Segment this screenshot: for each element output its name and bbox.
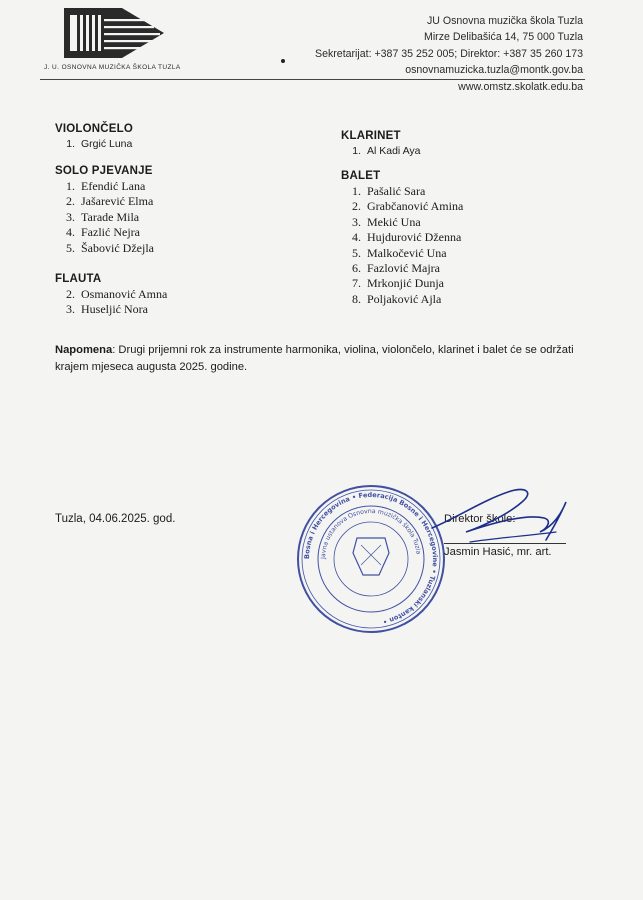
stamp-outer-text: Bosna i Hercegovina • Federacija Bosne i Hercegovine • Tuzlanski kanton •: [302, 490, 440, 626]
student-name: Grgić Luna: [81, 138, 133, 150]
item-number: 1.: [66, 138, 75, 150]
svg-text:Javna ustanova Osnovna muzička: [320, 508, 422, 560]
school-name: JU Osnovna muzička škola Tuzla: [426, 15, 583, 27]
document-date: Tuzla, 04.06.2025. god.: [55, 513, 176, 525]
list-item: [55, 302, 167, 317]
student-name: Hujdurović Dženna: [367, 230, 462, 245]
item-number: 1.: [352, 145, 361, 157]
student-list: [55, 179, 154, 256]
list-item: [341, 292, 463, 307]
section-balet: [341, 170, 463, 307]
student-name: Mekić Una: [367, 214, 421, 229]
item-number: 1.: [352, 184, 361, 198]
item-number: 8.: [352, 291, 361, 306]
school-email: osnovnamuzicka.tuzla@montk.gov.ba: [405, 64, 583, 77]
student-list: [341, 184, 463, 307]
student-name: Osmanović Amna: [81, 287, 168, 301]
item-number: 2.: [352, 199, 361, 214]
student-list: [55, 287, 167, 318]
list-item: [341, 246, 463, 261]
student-name: Šabović Džejla: [81, 240, 154, 255]
logo-caption: J. U. OSNOVNA MUZIČKA ŠKOLA TUZLA: [44, 64, 181, 71]
list-item: [55, 194, 154, 209]
student-name: Al Kadi Aya: [367, 145, 421, 157]
school-address: Mirze Delibašića 14, 75 000 Tuzla: [424, 31, 583, 44]
section-title: SOLO PJEVANJE: [55, 165, 153, 177]
list-item: [55, 287, 167, 302]
director-signature: [426, 482, 576, 554]
student-name: Poljaković Ajla: [367, 291, 442, 306]
list-item: [55, 210, 154, 225]
list-item: [55, 241, 154, 256]
section-title: KLARINET: [341, 130, 401, 142]
student-name: Fazlić Nejra: [81, 225, 140, 240]
header-divider: [40, 79, 585, 80]
student-list: [341, 144, 421, 159]
list-item: [55, 225, 154, 240]
stray-dot: [281, 59, 285, 63]
list-item: [341, 276, 463, 291]
director-label: Direktor škole:: [444, 513, 516, 525]
item-number: 7.: [352, 276, 361, 291]
item-number: 5.: [352, 245, 361, 260]
item-number: 4.: [66, 225, 75, 240]
student-name: Efendić Lana: [81, 179, 146, 193]
section-violoncelo: [55, 123, 133, 152]
student-name: Tarade Mila: [81, 209, 140, 224]
student-name: Jašarević Elma: [81, 194, 154, 209]
item-number: 4.: [352, 230, 361, 245]
official-stamp: [295, 483, 447, 635]
item-number: 2.: [66, 287, 75, 301]
school-phones: Sekretarijat: +387 35 252 005; Direktor: +387 35 260 173: [315, 47, 583, 60]
section-title: FLAUTA: [55, 273, 102, 285]
section-title: BALET: [341, 170, 381, 182]
list-item: [55, 179, 154, 194]
student-name: Huseljić Nora: [81, 302, 148, 317]
item-number: 5.: [66, 240, 75, 255]
item-number: 3.: [352, 214, 361, 229]
item-number: 6.: [352, 261, 361, 276]
item-number: 1.: [66, 179, 75, 193]
student-name: Fazlović Majra: [367, 261, 440, 276]
list-item: [55, 137, 133, 152]
item-number: 3.: [66, 209, 75, 224]
school-website: www.omstz.skolatk.edu.ba: [458, 80, 583, 93]
section-title: VIOLONČELO: [55, 123, 134, 135]
section-klarinet: [341, 130, 421, 159]
director-name: Jasmin Hasić, mr. art.: [444, 546, 552, 558]
section-solo-pjevanje: [55, 165, 154, 256]
section-flauta: [55, 273, 167, 318]
stamp-inner-text: Javna ustanova Osnovna muzička škola Tuzla: [319, 507, 422, 560]
student-name: Pašalić Sara: [367, 184, 426, 198]
list-item: [341, 199, 463, 214]
note-label: Napomena: [55, 344, 113, 356]
student-name: Mrkonjić Dunja: [367, 276, 444, 291]
note-paragraph: [55, 342, 590, 375]
item-number: 3.: [66, 302, 75, 317]
student-name: Grabčanović Amina: [367, 199, 464, 214]
list-item: [341, 215, 463, 230]
list-item: [341, 184, 463, 199]
student-list: [55, 137, 133, 152]
student-name: Malkočević Una: [367, 245, 447, 260]
item-number: 2.: [66, 194, 75, 209]
note-text: : Drugi prijemni rok za instrumente harmonika, violina, violončelo, klarinet i balet će se održati krajem mjeseca augusta 2025. godine.: [55, 344, 574, 373]
school-contact-block: [315, 13, 583, 95]
list-item: [341, 261, 463, 276]
list-item: [341, 230, 463, 245]
school-logo: [62, 6, 166, 60]
list-item: [341, 144, 421, 159]
